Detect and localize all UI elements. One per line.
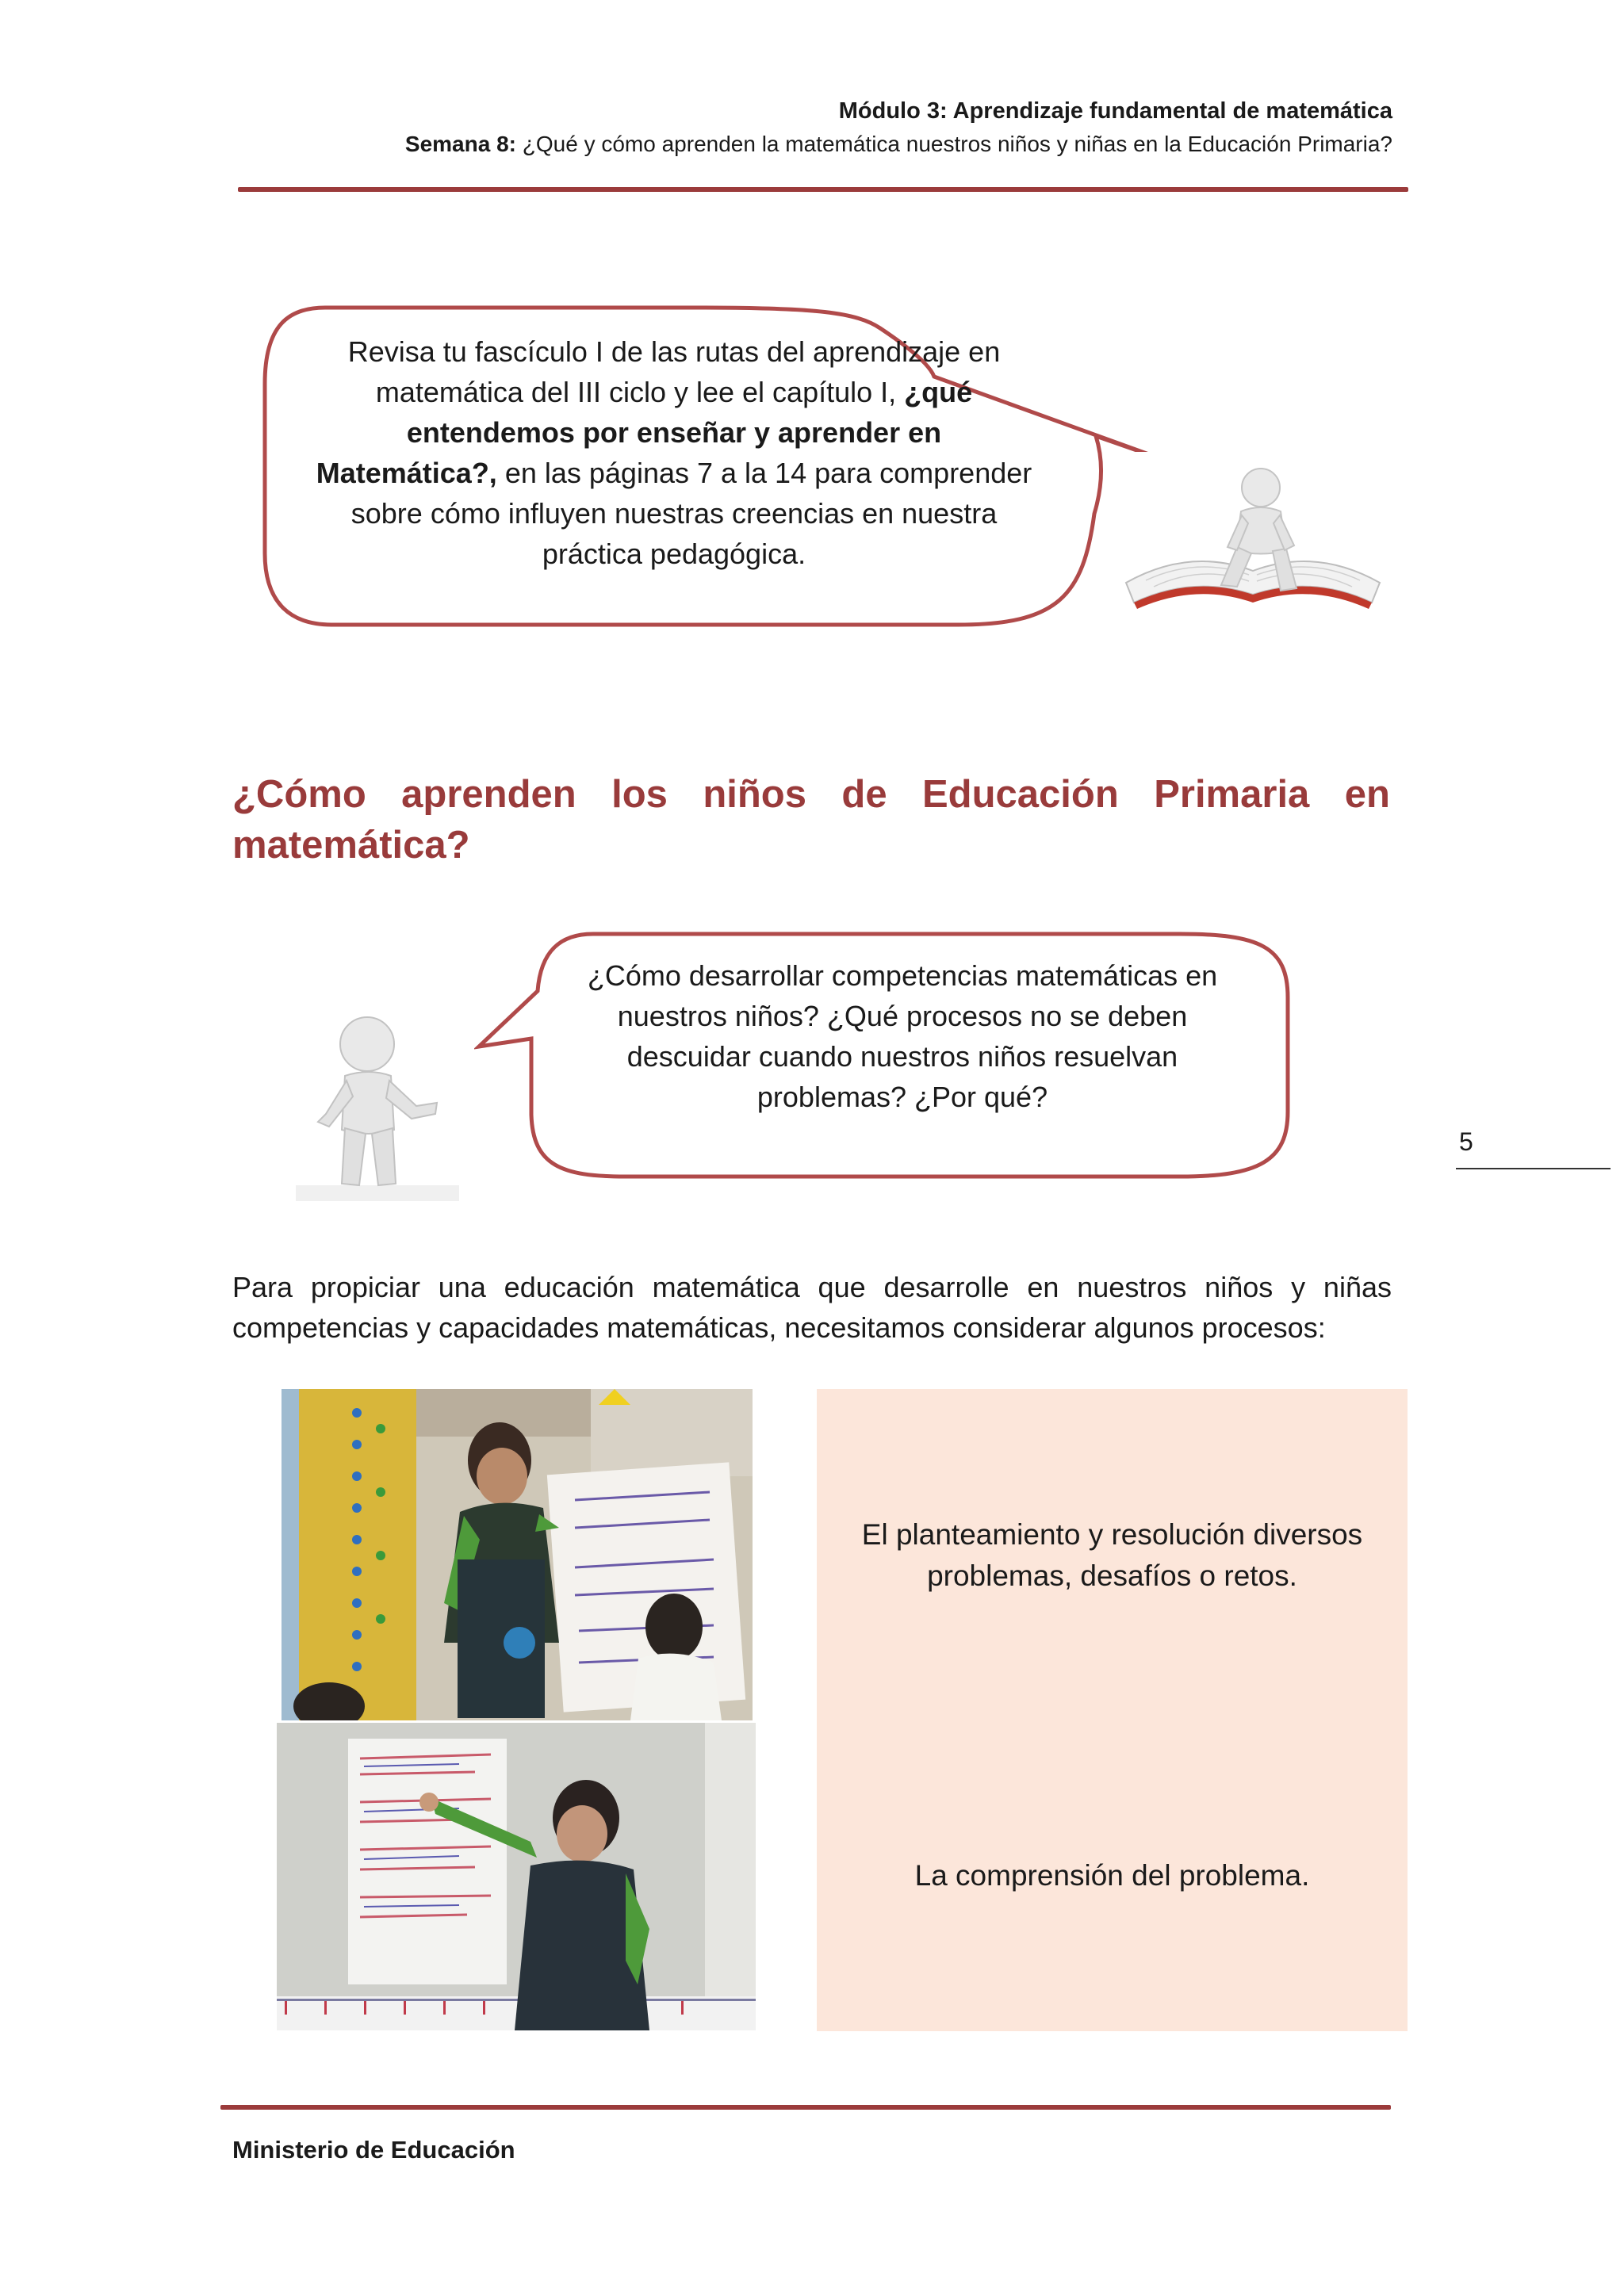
classroom-photo-1	[282, 1389, 753, 1720]
heading-word: de	[841, 773, 887, 816]
heading-word: Educación	[922, 773, 1119, 816]
paragraph-line-2: competencias y capacidades matemáticas, necesitamos considerar algunos procesos:	[232, 1311, 1326, 1344]
heading-word: en	[1344, 773, 1390, 816]
classroom-photo-2	[277, 1723, 756, 2030]
heading-word: los	[611, 773, 668, 816]
heading-word: niños	[703, 773, 806, 816]
thinking-figure-image	[296, 1003, 459, 1201]
footer-text: Ministerio de Educación	[232, 2136, 515, 2164]
bubble-2-text: ¿Cómo desarrollar competencias matemáticas en nuestros niños? ¿Qué procesos no se deben descuidar cuando nuestros niños resuelvan problemas? ¿Por qué?	[587, 959, 1218, 1113]
heading-word: aprenden	[401, 773, 576, 816]
week-label: Semana 8:	[404, 132, 516, 156]
intro-paragraph	[232, 1267, 1392, 1348]
process-item-2: La comprensión del problema.	[914, 1859, 1310, 1892]
heading-line-2: matemática?	[232, 824, 470, 867]
heading-word: ¿Cómo	[232, 773, 366, 816]
page-number: 5	[1459, 1127, 1473, 1156]
heading-word: Primaria	[1154, 773, 1310, 816]
process-item-1: El planteamiento y resolución diversos problemas, desafíos o retos.	[861, 1518, 1363, 1592]
module-title: Módulo 3: Aprendizaje fundamental de matemática	[838, 98, 1392, 124]
section-heading	[232, 769, 1390, 871]
header-rule	[238, 187, 1408, 192]
paragraph-line-1: Para propiciar una educación matemática que desarrolle en nuestros niños y niñas	[232, 1271, 1392, 1303]
figure-on-book-image	[1110, 452, 1396, 634]
process-box	[817, 1389, 1408, 2031]
week-text: ¿Qué y cómo aprenden la matemática nuestros niños y niñas en la Educación Primaria?	[515, 132, 1392, 156]
bubble-1-text: Revisa tu fascículo I de las rutas del aprendizaje en matemática del III ciclo y lee el capítulo I, ¿qué entendemos por enseñar y aprender en Matemática?, en las páginas 7 a la 14 para comprender sobre cómo influyen nuestras creencias en nuestra práctica pedagógica.	[316, 335, 1032, 570]
footer-rule	[220, 2105, 1391, 2110]
page-number-rule	[1456, 1168, 1611, 1169]
week-subtitle	[405, 132, 1392, 157]
